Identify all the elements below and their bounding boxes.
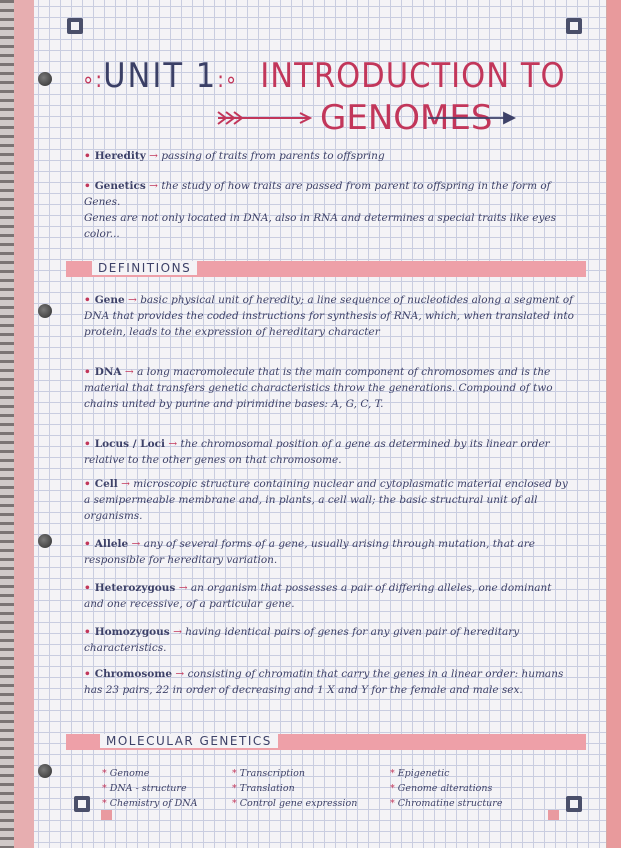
term: Heterozygous [94,582,176,594]
arrow-icon: → [128,294,137,306]
bullet-icon: • [84,478,91,490]
def-cell [84,476,574,524]
term: Chromosome [94,668,173,680]
intro-title: INTRODUCTION TO [260,56,566,96]
molecular-heading: MOLECULAR GENETICS [100,734,278,748]
topic-item: * Transcription [232,768,305,779]
term: Heredity [94,150,146,162]
topic-item: * DNA - structure [102,783,187,794]
intro-heredity [84,148,574,164]
bullet-icon: • [84,438,91,450]
definition-text: passing of traits from parents to offspring [161,150,385,162]
term: Cell [94,478,118,490]
star-icon: * [390,798,395,809]
binder-hole [38,72,52,86]
bullet-icon: • [84,180,91,192]
topic-item: * Chemistry of DNA [102,798,198,809]
topic-column-1 [102,766,197,811]
star-icon: * [390,768,395,779]
topic-item: * Genome [102,768,150,779]
topic-column-2 [232,766,357,811]
star-icon: * [102,768,107,779]
term: Homozygous [94,626,170,638]
arrow-icon: → [175,668,185,680]
star-icon: * [232,783,237,794]
definition-text: an organism that possesses a pair of differing alleles, one dominant and one recessive, of a particular gene. [84,582,552,610]
bullet-icon: • [84,366,91,378]
dots-decoration: ∘: [82,68,104,93]
arrow-icon: → [149,180,158,192]
corner-mark-bottom-left [74,796,90,812]
definition-text: any of several forms of a gene, usually arising through mutation, that are responsible for hereditary variation. [84,538,536,566]
star-icon: * [102,798,107,809]
bullet-icon: • [84,668,91,680]
term: Gene [94,294,125,306]
intro-genetics [84,178,574,242]
def-heterozygous [84,580,574,612]
binder-hole [38,534,52,548]
definition-text: basic physical unit of heredity; a line sequence of nucleotides along a segment of DNA that provides the coded instructions for synthesis of RNA, which, when translated into protein, leads to the expression of hereditary character [84,294,574,338]
arrow-icon: → [121,478,130,490]
dots-decoration: :∘ [217,68,239,93]
def-gene [84,292,574,340]
unit-title: UNIT 1 [103,56,218,96]
definition-text: microscopic structure containing nuclear and cytoplasmatic material enclosed by a semipermeable membrane and, in plants, a cell wall; the basic structural unit of all organisms. [84,478,568,522]
arrow-icon: → [178,582,188,594]
def-chromosome [84,666,574,698]
arrow-icon: → [149,150,158,162]
arrow-icon: → [173,626,182,638]
notebook-edge-left [14,0,36,848]
star-icon: * [232,768,237,779]
arrow-right-icon [426,110,516,126]
bullet-icon: • [84,538,91,550]
arrow-icon: → [168,438,178,450]
corner-mark-top-left [67,18,83,34]
notebook-edge-right [607,0,621,848]
definition-text: the study of how traits are passed from parent to offspring in the form of Genes. [84,180,551,208]
genomes-title: GENOMES [320,98,493,138]
arrow-icon: → [124,366,134,378]
topic-item: * Translation [232,783,295,794]
corner-mark-top-right [566,18,582,34]
bullet-icon: • [84,582,91,594]
title-block [72,52,592,152]
def-allele [84,536,574,568]
definition-text: the chromosomal position of a gene as determined by its linear order relative to the other genes on that chromosome. [84,438,550,466]
definition-text: having identical pairs of genes for any given pair of hereditary characteristics. [84,626,520,654]
star-icon: * [390,783,395,794]
bullet-icon: • [84,294,91,306]
term: DNA [94,366,122,378]
arrow-icon: → [131,538,141,550]
arrow-feather-icon [214,110,314,126]
star-icon: * [232,798,237,809]
def-homozygous [84,624,574,656]
topic-item: * Epigenetic [390,768,450,779]
term: Allele [94,538,129,550]
topic-item: * Chromatine structure [390,798,503,809]
pink-square [101,810,112,820]
bullet-icon: • [84,626,91,638]
spiral-binding [0,0,14,848]
corner-mark-bottom-right [566,796,582,812]
term: Genetics [94,180,146,192]
def-locus [84,436,574,468]
topic-item: * Control gene expression [232,798,358,809]
star-icon: * [102,783,107,794]
pink-square [548,810,559,820]
definition-text: consisting of chromatin that carry the genes in a linear order: humans has 23 pairs, 22 in order of decreasing and 1 X and Y for the female and male sex. [84,668,564,696]
topic-column-3 [390,766,502,811]
bullet-icon: • [84,150,91,162]
definitions-heading: DEFINITIONS [92,261,197,275]
term: Locus / Loci [94,438,165,450]
def-dna [84,364,574,412]
topic-item: * Genome alterations [390,783,493,794]
definition-extra: Genes are not only located in DNA, also in RNA and determines a special traits like eyes color... [84,212,557,240]
binder-hole [38,764,52,778]
title-line-1 [82,56,566,96]
binder-hole [38,304,52,318]
definition-text: a long macromolecule that is the main component of chromosomes and is the material that transfers genetic characteristics throw the generations. Compound of two chains united by purine and pirimidine bases: A, G, C, T. [84,366,553,410]
